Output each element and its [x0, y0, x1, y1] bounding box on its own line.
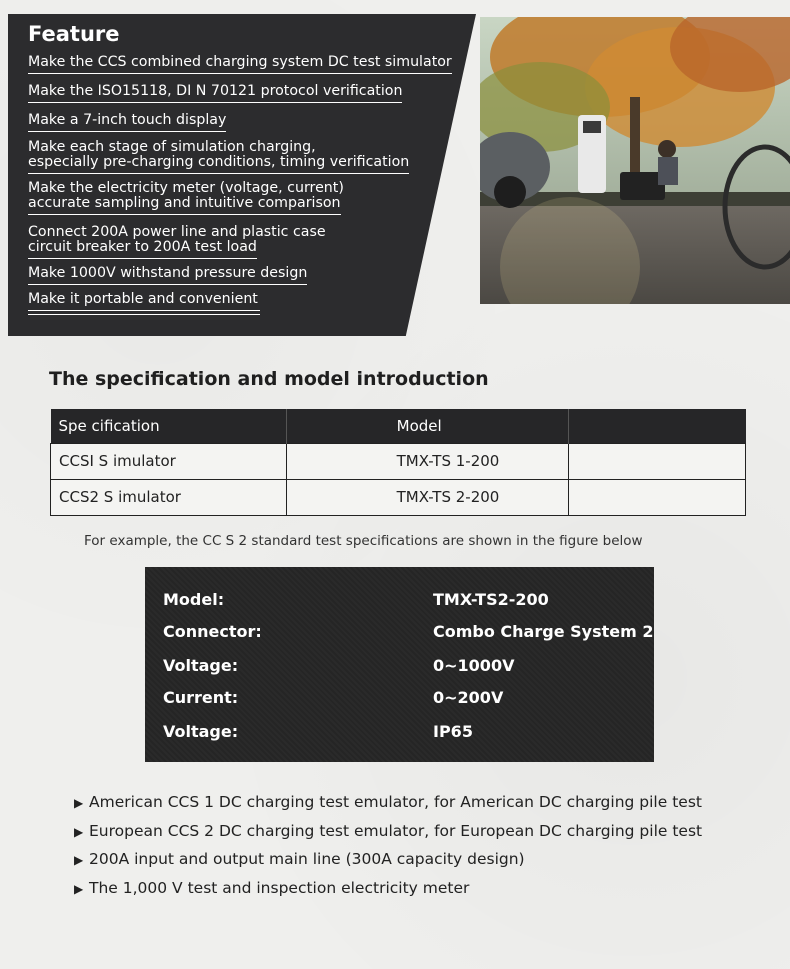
- feature-item: Make it portable and convenient: [28, 292, 260, 311]
- table-cell: CCSI S imulator: [51, 443, 287, 479]
- spec-value: 0~1000V: [433, 656, 515, 675]
- table-cell: CCS2 S imulator: [51, 479, 287, 515]
- list-item: [74, 822, 702, 840]
- spec-row: [145, 688, 654, 712]
- example-note: For example, the CC S 2 standard test specifications are shown in the figure below: [84, 533, 643, 549]
- spec-key: Voltage:: [163, 722, 239, 741]
- feature-item: especially pre-charging conditions, timing verification: [28, 155, 409, 174]
- spec-value: Combo Charge System 2: [433, 622, 654, 641]
- spec-value: 0~200V: [433, 688, 504, 707]
- spec-key: Model:: [163, 590, 225, 609]
- feature-title: Feature: [28, 22, 120, 46]
- feature-divider: [28, 314, 260, 315]
- spec-row: [145, 722, 654, 746]
- list-item: [74, 879, 469, 897]
- feature-item: Make the ISO15118, DI N 70121 protocol verification: [28, 84, 402, 103]
- triangle-bullet-icon: ▶: [74, 825, 84, 839]
- list-item-text: American CCS 1 DC charging test emulator, for American DC charging pile test: [89, 793, 702, 811]
- feature-item: Make the electricity meter (voltage, current): [28, 180, 344, 196]
- list-item-text: 200A input and output main line (300A capacity design): [89, 850, 525, 868]
- triangle-bullet-icon: ▶: [74, 882, 84, 896]
- list-item-text: The 1,000 V test and inspection electricity meter: [89, 879, 470, 897]
- table-row: [51, 479, 746, 515]
- spec-value: TMX-TS2-200: [433, 590, 549, 609]
- spec-row: [145, 656, 654, 680]
- spec-key: Connector:: [163, 622, 262, 641]
- feature-item: Make each stage of simulation charging,: [28, 139, 316, 155]
- spec-key: Current:: [163, 688, 239, 707]
- column-header: Spe cification: [51, 409, 287, 443]
- charging-station-photo: [480, 17, 790, 304]
- spec-row: [145, 590, 654, 614]
- table-cell: TMX-TS 2-200: [286, 479, 569, 515]
- table-cell: [569, 479, 746, 515]
- triangle-bullet-icon: ▶: [74, 853, 84, 867]
- spec-value: IP65: [433, 722, 473, 741]
- feature-item: Make a 7-inch touch display: [28, 113, 226, 132]
- feature-item: circuit breaker to 200A test load: [28, 240, 257, 259]
- spec-heading: The specification and model introduction: [49, 368, 489, 390]
- spec-table: [50, 409, 746, 516]
- feature-item: Make 1000V withstand pressure design: [28, 266, 307, 285]
- table-cell: [569, 443, 746, 479]
- spec-card: [145, 567, 654, 762]
- table-header-row: [51, 409, 746, 443]
- spec-key: Voltage:: [163, 656, 239, 675]
- feature-item: Connect 200A power line and plastic case: [28, 224, 326, 240]
- triangle-bullet-icon: ▶: [74, 796, 84, 810]
- spec-row: [145, 622, 654, 646]
- column-header: Model: [286, 409, 569, 443]
- feature-item: Make the CCS combined charging system DC test simulator: [28, 55, 452, 74]
- feature-item: accurate sampling and intuitive comparison: [28, 196, 341, 215]
- column-header: [569, 409, 746, 443]
- table-cell: TMX-TS 1-200: [286, 443, 569, 479]
- list-item-text: European CCS 2 DC charging test emulator, for European DC charging pile test: [89, 822, 703, 840]
- table-row: [51, 443, 746, 479]
- list-item: [74, 850, 525, 868]
- list-item: [74, 793, 702, 811]
